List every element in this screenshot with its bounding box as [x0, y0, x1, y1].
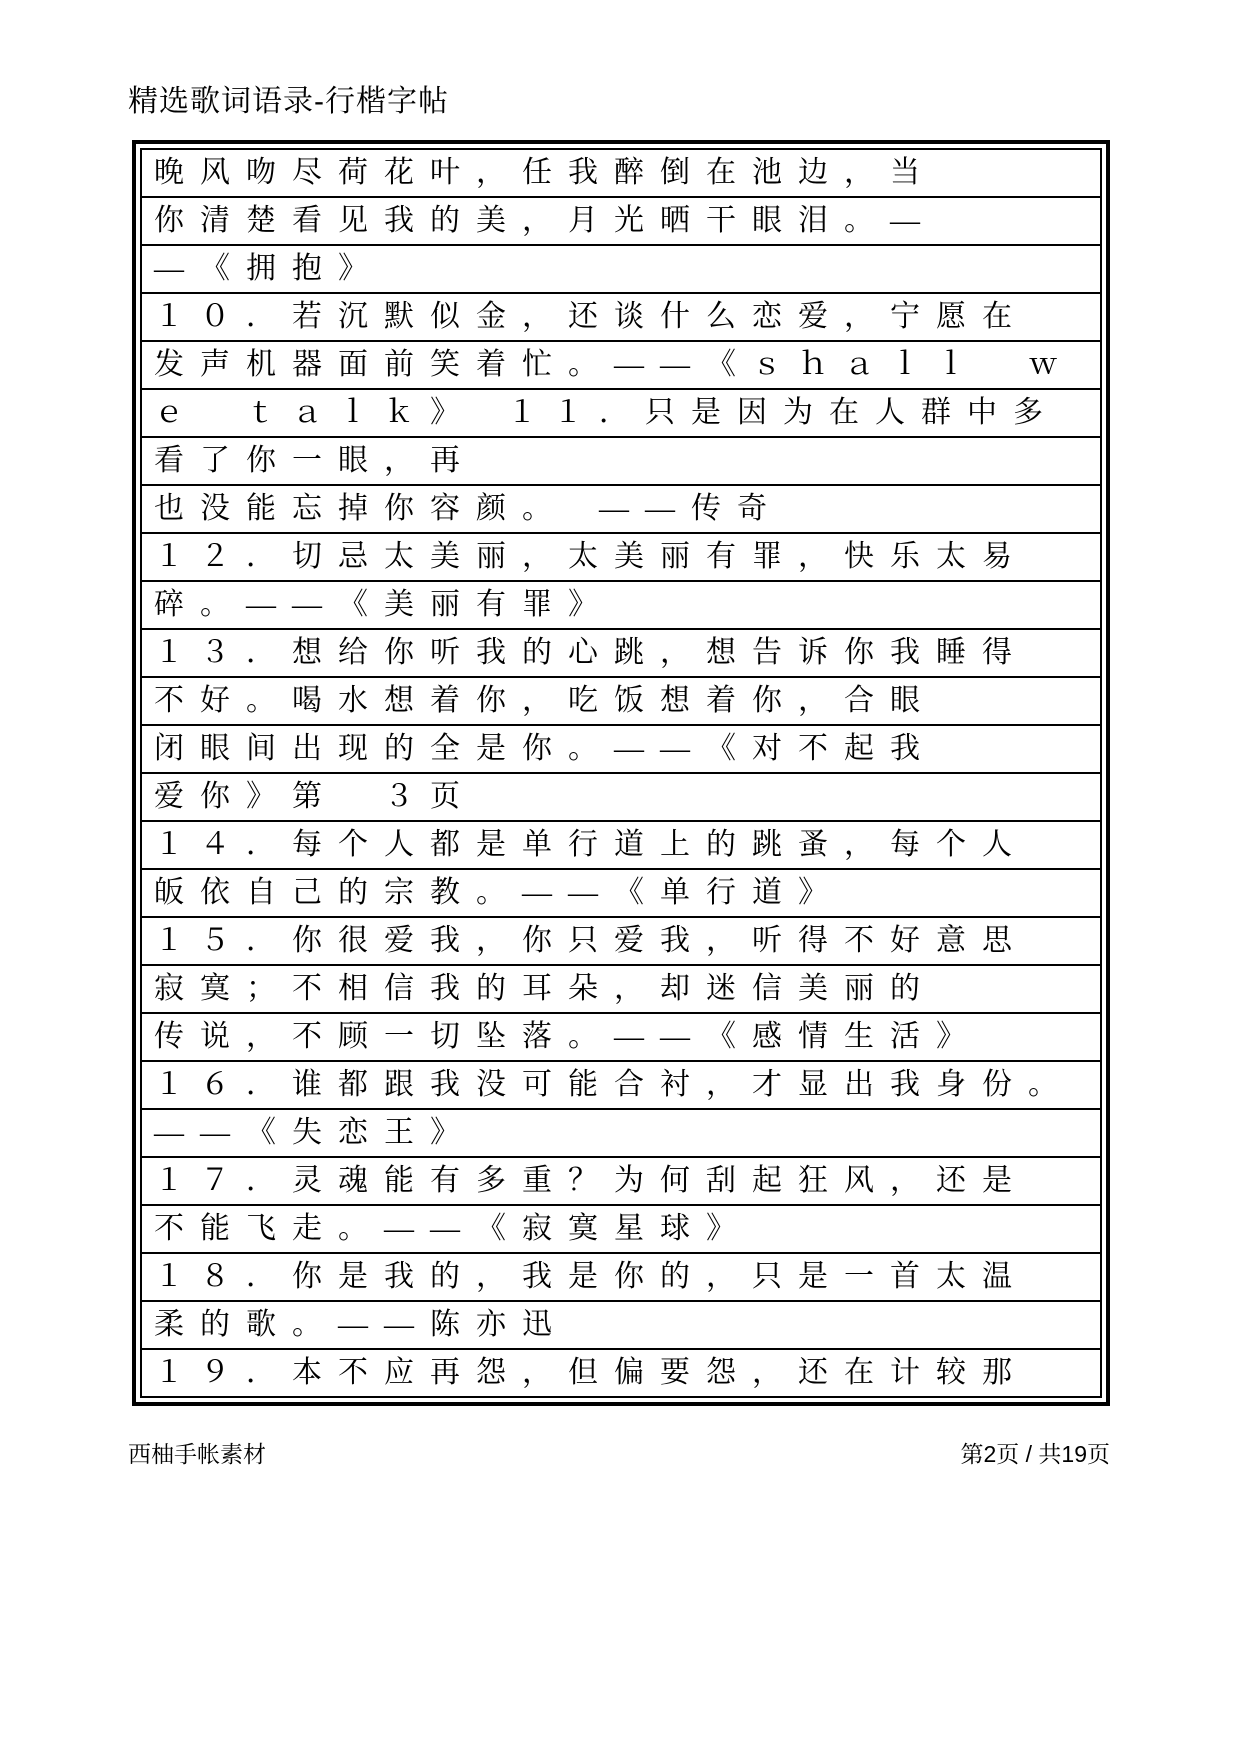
copybook-row-text: １２．切忌太美丽，太美丽有罪，快乐太易 — [154, 540, 1028, 573]
copybook-grid — [132, 140, 1110, 1406]
copybook-row — [140, 1012, 1102, 1062]
page-footer — [128, 1436, 1110, 1469]
copybook-row — [140, 580, 1102, 630]
copybook-row-text: ——《失恋王》 — [154, 1116, 476, 1149]
copybook-row — [140, 724, 1102, 774]
copybook-row — [140, 820, 1102, 870]
copybook-row — [140, 436, 1102, 486]
copybook-row — [140, 676, 1102, 726]
copybook-row — [140, 964, 1102, 1014]
copybook-row-text: １４．每个人都是单行道上的跳蚤，每个人 — [154, 828, 1028, 861]
copybook-row-text: 闭眼间出现的全是你。——《对不起我 — [154, 732, 936, 765]
copybook-row — [140, 1252, 1102, 1302]
copybook-row-text: 传说，不顾一切坠落。——《感情生活》 — [154, 1020, 982, 1053]
copybook-row — [140, 196, 1102, 246]
copybook-row — [140, 244, 1102, 294]
copybook-row-text: 发声机器面前笑着忙。——《ｓｈａｌｌ ｗ — [154, 348, 1074, 381]
copybook-row — [140, 1348, 1102, 1398]
copybook-row — [140, 868, 1102, 918]
copybook-row-text: 柔的歌。——陈亦迅 — [154, 1308, 568, 1341]
copybook-row-text: 皈依自己的宗教。——《单行道》 — [154, 876, 844, 909]
copybook-row-text: １３．想给你听我的心跳，想告诉你我睡得 — [154, 636, 1028, 669]
copybook-row — [140, 1108, 1102, 1158]
copybook-row — [140, 772, 1102, 822]
copybook-row — [140, 628, 1102, 678]
copybook-row-text: １８．你是我的，我是你的，只是一首太温 — [154, 1260, 1028, 1293]
copybook-row — [140, 1300, 1102, 1350]
copybook-row-text: 也没能忘掉你容颜。 ——传奇 — [154, 492, 783, 525]
footer-brand: 西柚手帐素材 — [128, 1441, 266, 1467]
copybook-row-text: ｅ ｔａｌｋ》 １１．只是因为在人群中多 — [154, 396, 1059, 429]
copybook-row-text: 晚风吻尽荷花叶，任我醉倒在池边，当 — [154, 156, 936, 189]
copybook-row-text: —《拥抱》 — [154, 252, 384, 285]
copybook-row — [140, 1204, 1102, 1254]
footer-page-number: 第2页 / 共19页 — [960, 1441, 1110, 1467]
copybook-row-text: 寂寞；不相信我的耳朵，却迷信美丽的 — [154, 972, 936, 1005]
copybook-row-text: １５．你很爱我，你只爱我，听得不好意思 — [154, 924, 1028, 957]
copybook-row-text: 爱你》第 ３页 — [154, 780, 476, 813]
copybook-row-text: １０．若沉默似金，还谈什么恋爱，宁愿在 — [154, 300, 1028, 333]
copybook-row-text: １６．谁都跟我没可能合衬，才显出我身份。 — [154, 1068, 1074, 1101]
copybook-row-text: 看了你一眼，再 — [154, 444, 476, 477]
copybook-row — [140, 340, 1102, 390]
copybook-row-text: 不能飞走。——《寂寞星球》 — [154, 1212, 752, 1245]
copybook-row-text: 碎。——《美丽有罪》 — [154, 588, 614, 621]
page-title: 精选歌词语录-行楷字帖 — [128, 85, 449, 118]
copybook-row — [140, 148, 1102, 198]
copybook-row-text: １７．灵魂能有多重？为何刮起狂风，还是 — [154, 1164, 1028, 1197]
copybook-row — [140, 916, 1102, 966]
copybook-row-text: １９．本不应再怨，但偏要怨，还在计较那 — [154, 1356, 1028, 1389]
copybook-row — [140, 388, 1102, 438]
copybook-row — [140, 1060, 1102, 1110]
copybook-row-text: 不好。喝水想着你，吃饭想着你，合眼 — [154, 684, 936, 717]
copybook-row — [140, 292, 1102, 342]
copybook-row — [140, 484, 1102, 534]
copybook-row — [140, 532, 1102, 582]
copybook-row — [140, 1156, 1102, 1206]
copybook-row-text: 你清楚看见我的美，月光晒干眼泪。— — [154, 204, 936, 237]
